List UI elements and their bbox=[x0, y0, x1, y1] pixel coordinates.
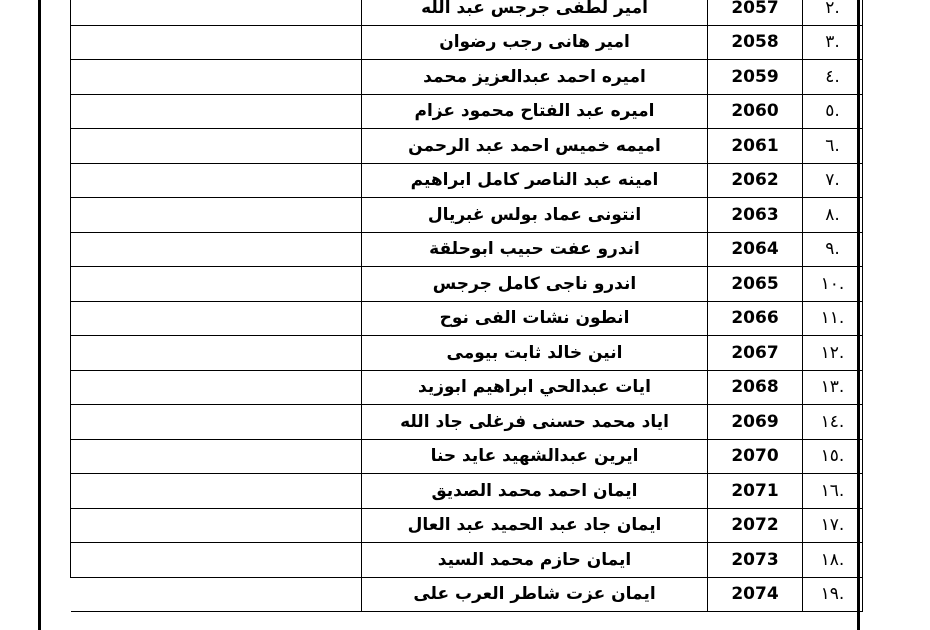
student-code: 2058 bbox=[708, 25, 803, 60]
student-code: 2062 bbox=[708, 163, 803, 198]
table-row bbox=[71, 94, 863, 129]
table-row bbox=[71, 129, 863, 164]
table-row bbox=[71, 336, 863, 371]
student-code: 2057 bbox=[708, 0, 803, 25]
table-row bbox=[71, 198, 863, 233]
student-name: امير هانى رجب رضوان bbox=[362, 25, 708, 60]
table-row bbox=[71, 0, 863, 25]
notes-cell bbox=[71, 543, 362, 578]
notes-cell bbox=[71, 60, 362, 95]
student-code: 2064 bbox=[708, 232, 803, 267]
student-roster-table bbox=[70, 0, 863, 612]
notes-cell bbox=[71, 474, 362, 509]
serial-number: .٥ bbox=[803, 94, 863, 129]
student-code: 2067 bbox=[708, 336, 803, 371]
serial-number: .٤ bbox=[803, 60, 863, 95]
student-code: 2068 bbox=[708, 370, 803, 405]
notes-cell bbox=[71, 439, 362, 474]
student-name: ايمان احمد محمد الصديق bbox=[362, 474, 708, 509]
serial-number: .١٥ bbox=[803, 439, 863, 474]
student-name: انتونى عماد بولس غبريال bbox=[362, 198, 708, 233]
notes-cell bbox=[71, 232, 362, 267]
notes-cell bbox=[71, 508, 362, 543]
student-code: 2074 bbox=[708, 577, 803, 612]
student-name: اياد محمد حسنى فرغلى جاد الله bbox=[362, 405, 708, 440]
serial-number: .٢ bbox=[803, 0, 863, 25]
table-row bbox=[71, 370, 863, 405]
table-row bbox=[71, 543, 863, 578]
notes-cell bbox=[71, 129, 362, 164]
serial-number: .١٩ bbox=[803, 577, 863, 612]
notes-cell bbox=[71, 405, 362, 440]
student-code: 2065 bbox=[708, 267, 803, 302]
student-code: 2063 bbox=[708, 198, 803, 233]
notes-cell bbox=[71, 336, 362, 371]
student-name: اميره عبد الفتاح محمود عزام bbox=[362, 94, 708, 129]
student-code: 2059 bbox=[708, 60, 803, 95]
serial-number: .١٢ bbox=[803, 336, 863, 371]
notes-cell bbox=[71, 267, 362, 302]
serial-number: .١٦ bbox=[803, 474, 863, 509]
table-row bbox=[71, 232, 863, 267]
student-code: 2072 bbox=[708, 508, 803, 543]
serial-number: .٩ bbox=[803, 232, 863, 267]
student-name: ايرين عبدالشهيد عايد حنا bbox=[362, 439, 708, 474]
serial-number: .١٣ bbox=[803, 370, 863, 405]
notes-cell bbox=[71, 94, 362, 129]
notes-cell bbox=[71, 163, 362, 198]
table-row bbox=[71, 508, 863, 543]
serial-number: .١٠ bbox=[803, 267, 863, 302]
student-code: 2060 bbox=[708, 94, 803, 129]
student-name: امينه عبد الناصر كامل ابراهيم bbox=[362, 163, 708, 198]
student-code: 2071 bbox=[708, 474, 803, 509]
student-name: اندرو عفت حبيب ابوحلقة bbox=[362, 232, 708, 267]
student-name: امير لطفى جرجس عبد الله bbox=[362, 0, 708, 25]
student-name: انين خالد ثابت بيومى bbox=[362, 336, 708, 371]
table-row bbox=[71, 163, 863, 198]
notes-cell bbox=[71, 198, 362, 233]
student-code: 2069 bbox=[708, 405, 803, 440]
serial-number: .٦ bbox=[803, 129, 863, 164]
serial-number: .١٧ bbox=[803, 508, 863, 543]
table-row bbox=[71, 405, 863, 440]
serial-number: .١١ bbox=[803, 301, 863, 336]
roster-body bbox=[71, 0, 863, 612]
table-row bbox=[71, 301, 863, 336]
notes-cell bbox=[71, 370, 362, 405]
serial-number: .٣ bbox=[803, 25, 863, 60]
notes-cell bbox=[71, 577, 362, 612]
student-code: 2070 bbox=[708, 439, 803, 474]
student-code: 2066 bbox=[708, 301, 803, 336]
table-row bbox=[71, 60, 863, 95]
notes-cell bbox=[71, 301, 362, 336]
serial-number: .٧ bbox=[803, 163, 863, 198]
table-row bbox=[71, 267, 863, 302]
serial-number: .١٤ bbox=[803, 405, 863, 440]
table-row bbox=[71, 577, 863, 612]
student-name: ايات عبدالحي ابراهيم ابوزيد bbox=[362, 370, 708, 405]
student-name: ايمان جاد عبد الحميد عبد العال bbox=[362, 508, 708, 543]
serial-number: .١٨ bbox=[803, 543, 863, 578]
student-code: 2073 bbox=[708, 543, 803, 578]
notes-cell bbox=[71, 0, 362, 25]
student-name: ايمان حازم محمد السيد bbox=[362, 543, 708, 578]
table-row bbox=[71, 474, 863, 509]
notes-cell bbox=[71, 25, 362, 60]
table-row bbox=[71, 439, 863, 474]
table-row bbox=[71, 25, 863, 60]
student-name: اندرو ناجى كامل جرجس bbox=[362, 267, 708, 302]
student-code: 2061 bbox=[708, 129, 803, 164]
student-name: ايمان عزت شاطر العرب على bbox=[362, 577, 708, 612]
serial-number: .٨ bbox=[803, 198, 863, 233]
student-name: اميمه خميس احمد عبد الرحمن bbox=[362, 129, 708, 164]
student-name: انطون نشات الفى نوح bbox=[362, 301, 708, 336]
student-name: اميره احمد عبدالعزيز محمد bbox=[362, 60, 708, 95]
